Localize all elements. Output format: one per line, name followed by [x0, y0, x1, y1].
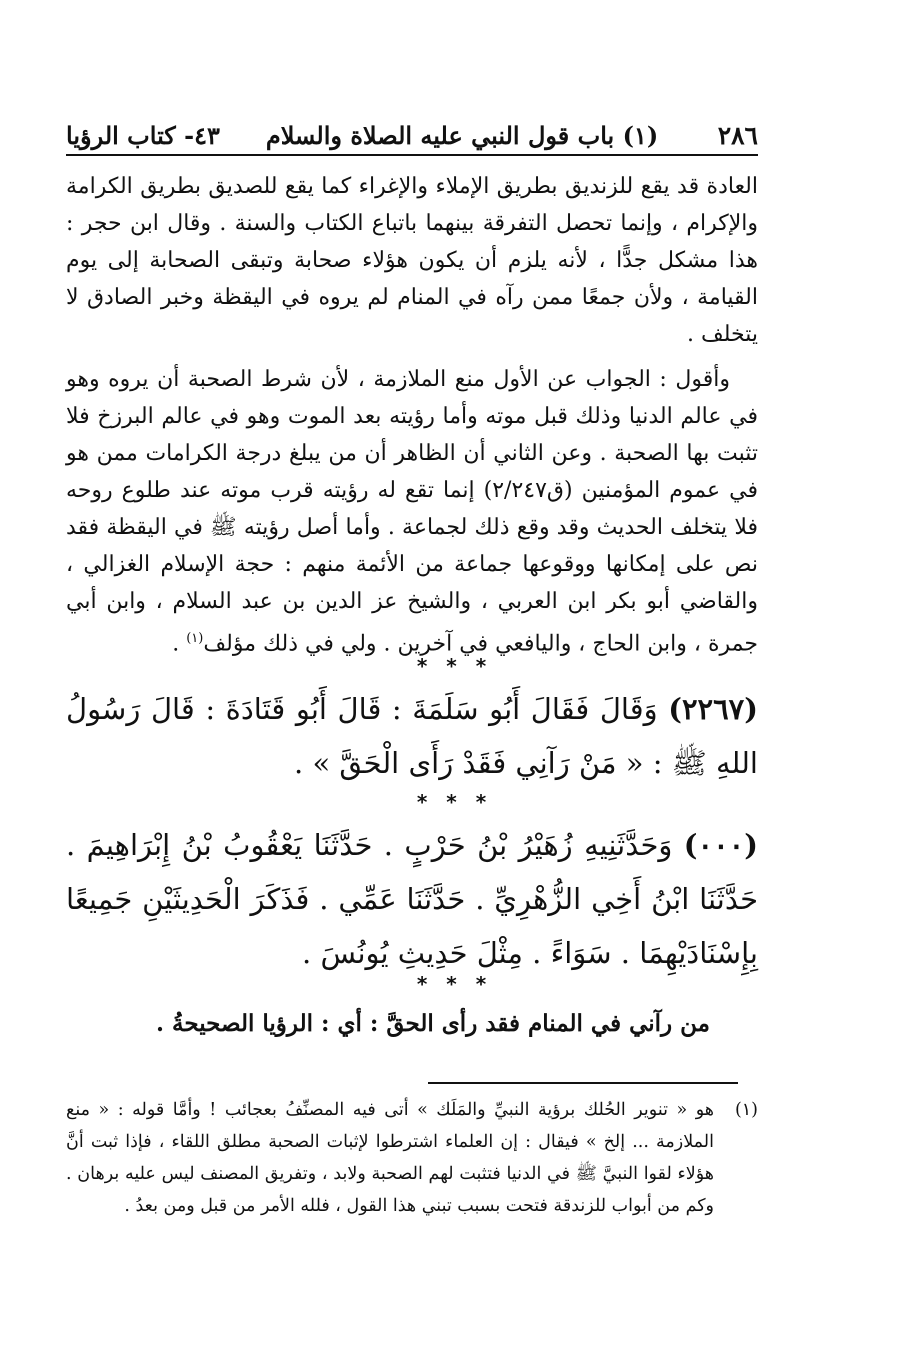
chapter-title: (١) باب قول النبي عليه الصلاة والسلام: [265, 121, 659, 150]
hadith-summary: من رآني في المنام فقد رأى الحقَّ : أي : الرؤيا الصحيحةُ .: [156, 1010, 710, 1037]
separator-2: * * *: [416, 790, 493, 814]
hadith-000: [66, 818, 758, 980]
hadith-2267: [66, 682, 758, 790]
footnote-divider: [428, 1082, 738, 1084]
footnote-reference: (١): [186, 631, 204, 646]
separator-3: * * *: [416, 972, 493, 996]
footnote-mark: (١): [734, 1100, 758, 1120]
commentary-block: [66, 168, 758, 662]
running-header: [66, 112, 758, 156]
separator-1: * * *: [416, 654, 493, 678]
footnote: [66, 1094, 758, 1222]
commentary-paragraph-2-text: وأقول : الجواب عن الأول منع الملازمة ، لأن شرط الصحبة أن يروه وهو في عالم الدنيا وذلك قبل موته وأما رؤيته بعد الموت وهو في عالم البرزخ فلا تثبت بها الصحبة . وعن الثاني أن الظاهر أن من يبلغ درجة الكرامات ممن هو في عموم المؤمنين (ق٢/٢٤٧) إنما تقع له رؤيته قرب موته عند طلوع روحه فلا يتخلف الحديث وقد وقع ذلك لجماعة . وأما أصل رؤيته ﷺ في اليقظة فقد نص على إمكانها ووقوعها جماعة من الأئمة منهم : حجة الإسلام الغزالي ، والقاضي أبو بكر ابن العربي ، والشيخ عز الدين بن عبد السلام ، وابن أبي جمرة ، وابن الحاج ، واليافعي في آخرين . ولي في ذلك مؤلف: [66, 367, 758, 657]
running-title: [66, 121, 658, 150]
commentary-paragraph-2: [66, 361, 758, 662]
hadith-text: وَقَالَ فَقَالَ أَبُو سَلَمَةَ : قَالَ أَبُو قَتَادَةَ : قَالَ رَسُولُ اللهِ ﷺ : « مَنْ رَآنِي فَقَدْ رَأَى الْحَقَّ » .: [66, 692, 758, 780]
commentary-paragraph-2-end: .: [172, 631, 187, 657]
book-title: ٤٣- كتاب الرؤيا: [66, 121, 220, 150]
hadith-text: وَحَدَّثَنِيهِ زُهَيْرُ بْنُ حَرْبٍ . حَدَّثَنَا يَعْقُوبُ بْنُ إِبْرَاهِيمَ . حَدَّثَنَا ابْنُ أَخِي الزُّهْرِيِّ . حَدَّثَنَا عَمِّي . فَذَكَرَ الْحَدِيثَيْنِ جَمِيعًا بِإِسْنَادَيْهِمَا . سَوَاءً . مِثْلَ حَدِيثِ يُونُسَ .: [66, 828, 758, 970]
page-number: ٢٨٦: [717, 121, 758, 150]
footnote-text: هو « تنوير الحُلك برؤية النبيِّ والمَلَك » أتى فيه المصنِّفُ بعجائب ! وأمَّا قوله : « منع الملازمة ... إلخ » فيقال : إن العلماء اشترطوا لإثبات الصحبة مطلق اللقاء ، فإذا ثبت أنَّ هؤلاء لقوا النبيَّ ﷺ في الدنيا فتثبت لهم الصحبة ولابد ، وتفريق المصنف ليس عليه برهان . وكم من أبواب للزندقة فتحت بسبب تبني هذا القول ، فلله الأمر من قبل ومن بعدُ .: [66, 1100, 714, 1216]
commentary-paragraph-1: العادة قد يقع للزنديق بطريق الإملاء والإغراء كما يقع للصديق بطريق الكرامة والإكرام ، وإنما تحصل التفرقة بينهما باتباع الكتاب والسنة . وقال ابن حجر : هذا مشكل جدًّا ، لأنه يلزم أن يكون هؤلاء صحابة وتبقى الصحابة إلى يوم القيامة ، ولأن جمعًا ممن رآه في المنام لم يروه في اليقظة وخبر الصادق لا يتخلف .: [66, 174, 758, 347]
hadith-number: (٢٢٦٧): [668, 692, 758, 726]
hadith-number: (٠٠٠): [683, 828, 758, 862]
